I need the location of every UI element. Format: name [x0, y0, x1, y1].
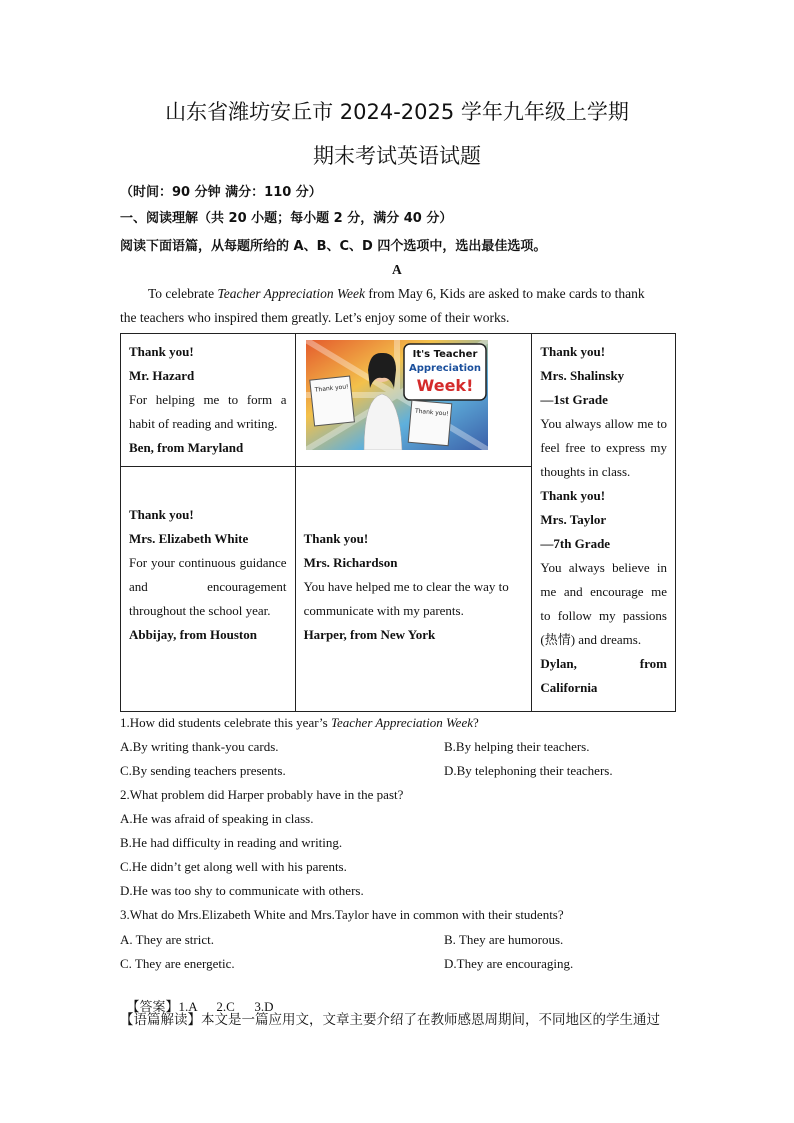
card-teacher: Mrs. Richardson [303, 555, 398, 570]
svg-text:Week!: Week! [416, 376, 473, 395]
option-1b: B.By helping their teachers. [444, 739, 590, 754]
card-message: You have helped me to clear the way to communicate with my parents. [303, 579, 509, 618]
answer-text: 1.A 2.C 3.D [178, 999, 274, 1014]
card-message: For your continuous guidance and encouragement throughout the school year. [129, 555, 287, 618]
card-from: Ben, from Maryland [129, 440, 244, 455]
card-image-cell [295, 334, 532, 467]
title-line-1: 山东省潍坊安丘市 2024-2025 学年九年级上学期 [165, 100, 629, 124]
option-2b: B.He had difficulty in reading and writing. [120, 835, 343, 850]
analysis-text: 本文是一篇应用文，文章主要介绍了在教师感恩周期间，不同地区的学生通过 [201, 1012, 660, 1028]
card-teacher: Mrs. Shalinsky [540, 368, 625, 383]
option-3d: D.They are encouraging. [444, 956, 574, 971]
section-heading: 一、阅读理解（共 20 小题；每小题 2 分，满分 40 分） [120, 211, 453, 226]
passage-label: A [392, 262, 402, 277]
card-message: For helping me to form a habit of reading and writing. [129, 392, 287, 431]
card-teacher: Mr. Hazard [129, 368, 195, 383]
svg-text:Thank you!: Thank you! [314, 383, 349, 394]
teacher-appreciation-image [306, 340, 488, 450]
card-thanks: Thank you! [129, 507, 194, 522]
card-teacher: Mrs. Taylor [540, 512, 607, 527]
card-thanks: Thank you! [303, 531, 369, 546]
cards-table [120, 333, 676, 712]
option-3b: B. They are humorous. [444, 932, 564, 947]
card-from: Dylan, from California [540, 656, 667, 695]
option-1c: C.By sending teachers presents. [120, 763, 286, 778]
option-2d: D.He was too shy to communicate with others. [120, 883, 364, 898]
svg-text:Appreciation: Appreciation [408, 363, 481, 374]
option-2a: A.He was afraid of speaking in class. [120, 811, 314, 826]
title-line-2: 期末考试英语试题 [313, 144, 481, 168]
analysis-label: 【语篇解读】 [120, 1012, 201, 1028]
option-3a: A. They are strict. [120, 932, 214, 947]
time-score: （时间：90 分钟 满分：110 分） [120, 185, 322, 200]
question-2: 2.What problem did Harper probably have in the past? [120, 787, 404, 802]
question-1: 1.How did students celebrate this year’s Teacher Appreciation Week? [120, 715, 479, 730]
card-white [121, 467, 296, 712]
instruction: 阅读下面语篇，从每题所给的 A、B、C、D 四个选项中，选出最佳选项。 [120, 239, 547, 254]
card-hazard [121, 334, 296, 467]
analysis-line [120, 1008, 660, 1028]
option-1a: A.By writing thank-you cards. [120, 739, 279, 754]
card-from: Harper, from New York [303, 627, 436, 642]
card-teacher: Mrs. Elizabeth White [129, 531, 249, 546]
passage-intro-line1: To celebrate Teacher Appreciation Week from May 6, Kids are asked to make cards to thank [148, 286, 645, 301]
option-3c: C. They are energetic. [120, 956, 235, 971]
question-3: 3.What do Mrs.Elizabeth White and Mrs.Taylor have in common with their students? [120, 907, 564, 922]
option-2c: C.He didn’t get along well with his parents. [120, 859, 347, 874]
card-from: Abbijay, from Houston [129, 627, 257, 642]
card-shalinsky-taylor [532, 334, 676, 712]
option-1d: D.By telephoning their teachers. [444, 763, 613, 778]
passage-intro-line2: the teachers who inspired them greatly. Let’s enjoy some of their works. [120, 310, 510, 325]
svg-text:It's Teacher: It's Teacher [412, 349, 477, 360]
card-thanks: Thank you! [129, 344, 194, 359]
card-richardson [295, 467, 532, 712]
card-grade: —1st Grade [540, 392, 608, 407]
svg-text:Thank you!: Thank you! [414, 407, 449, 418]
card-grade: —7th Grade [540, 536, 611, 551]
card-thanks: Thank you! [540, 488, 606, 503]
answer-label: 【答案】 [126, 1000, 179, 1015]
card-message: You always allow me to feel free to express my thoughts in class. [540, 416, 667, 479]
card-message: You always believe in me and encourage me to follow my passions (热情) and dreams. [540, 560, 667, 647]
card-thanks: Thank you! [540, 344, 606, 359]
